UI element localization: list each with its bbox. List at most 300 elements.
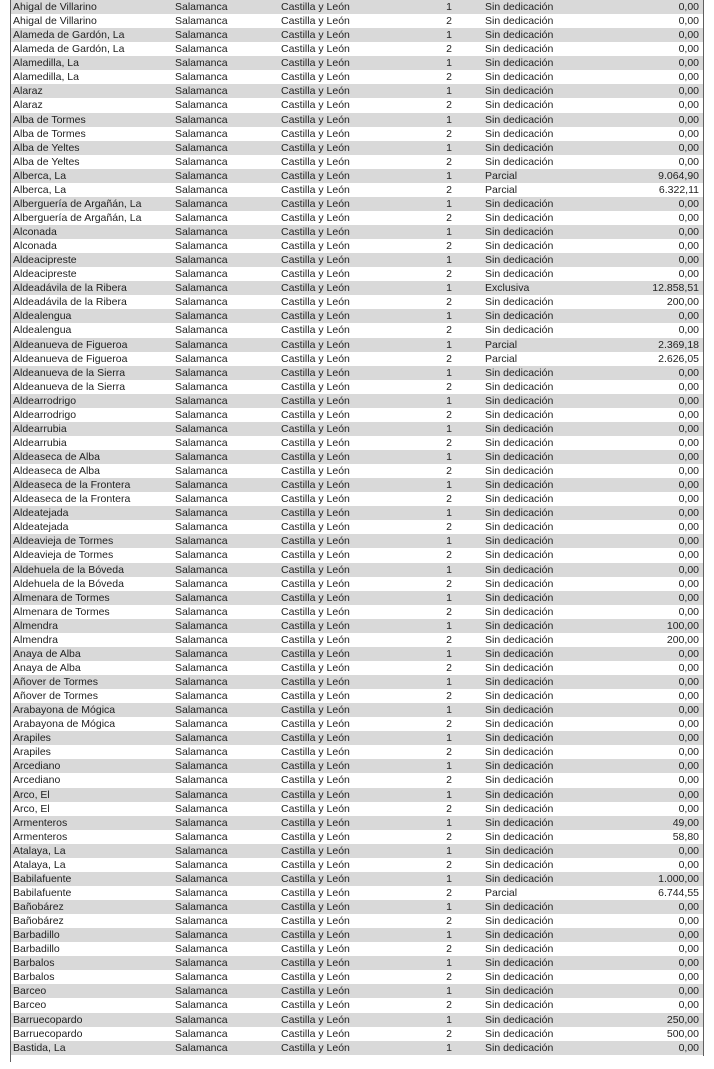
cell-province: Salamanca	[175, 549, 228, 562]
cell-municipality: Aldehuela de la Bóveda	[13, 577, 124, 590]
cell-amount: 0,00	[678, 802, 699, 815]
cell-amount: 500,00	[666, 1027, 699, 1040]
cell-region: Castilla y León	[281, 338, 350, 351]
cell-province: Salamanca	[175, 633, 228, 646]
cell-province: Salamanca	[175, 183, 228, 196]
cell-region: Castilla y León	[281, 310, 350, 323]
table-row	[11, 844, 703, 858]
table-row	[11, 577, 703, 591]
cell-region: Castilla y León	[281, 451, 350, 464]
cell-municipality: Aldeatejada	[13, 521, 69, 534]
cell-entry-number: 2	[446, 886, 452, 899]
cell-municipality: Anaya de Alba	[13, 647, 81, 660]
cell-dedication: Sin dedicación	[485, 1041, 554, 1054]
cell-municipality: Aldeaseca de la Frontera	[13, 479, 131, 492]
cell-dedication: Sin dedicación	[485, 296, 554, 309]
cell-municipality: Barceo	[13, 985, 47, 998]
cell-amount: 0,00	[678, 985, 699, 998]
cell-province: Salamanca	[175, 197, 228, 210]
cell-entry-number: 1	[446, 338, 452, 351]
cell-region: Castilla y León	[281, 15, 350, 28]
cell-province: Salamanca	[175, 352, 228, 365]
cell-dedication: Exclusiva	[485, 282, 530, 295]
cell-region: Castilla y León	[281, 774, 350, 787]
cell-dedication: Sin dedicación	[485, 802, 554, 815]
cell-amount: 0,00	[678, 760, 699, 773]
cell-entry-number: 1	[446, 676, 452, 689]
cell-entry-number: 1	[446, 422, 452, 435]
cell-dedication: Sin dedicación	[485, 1, 554, 14]
cell-dedication: Sin dedicación	[485, 141, 554, 154]
cell-municipality: Barruecopardo	[13, 1013, 83, 1026]
cell-region: Castilla y León	[281, 676, 350, 689]
cell-region: Castilla y León	[281, 408, 350, 421]
table-row	[11, 520, 703, 534]
cell-entry-number: 2	[446, 493, 452, 506]
cell-province: Salamanca	[175, 746, 228, 759]
cell-municipality: Almenara de Tormes	[13, 591, 110, 604]
cell-region: Castilla y León	[281, 844, 350, 857]
table-row	[11, 998, 703, 1012]
cell-region: Castilla y León	[281, 830, 350, 843]
table-row	[11, 408, 703, 422]
cell-dedication: Sin dedicación	[485, 901, 554, 914]
cell-dedication: Sin dedicación	[485, 15, 554, 28]
cell-entry-number: 1	[446, 282, 452, 295]
cell-region: Castilla y León	[281, 999, 350, 1012]
cell-province: Salamanca	[175, 465, 228, 478]
cell-municipality: Alba de Yeltes	[13, 141, 80, 154]
cell-amount: 0,00	[678, 113, 699, 126]
table-row	[11, 267, 703, 281]
report-table	[11, 0, 703, 1055]
table-row	[11, 745, 703, 759]
cell-region: Castilla y León	[281, 282, 350, 295]
cell-municipality: Aldearrubia	[13, 422, 67, 435]
cell-entry-number: 1	[446, 760, 452, 773]
cell-dedication: Sin dedicación	[485, 985, 554, 998]
cell-municipality: Arabayona de Mógica	[13, 704, 116, 717]
cell-municipality: Alconada	[13, 240, 57, 253]
cell-amount: 12.858,51	[652, 282, 699, 295]
table-row	[11, 534, 703, 548]
cell-municipality: Añover de Tormes	[13, 690, 99, 703]
cell-entry-number: 1	[446, 563, 452, 576]
cell-dedication: Sin dedicación	[485, 704, 554, 717]
cell-municipality: Alberguería de Argañán, La	[13, 211, 142, 224]
cell-amount: 2.369,18	[658, 338, 699, 351]
cell-entry-number: 1	[446, 310, 452, 323]
cell-region: Castilla y León	[281, 99, 350, 112]
cell-amount: 200,00	[666, 296, 699, 309]
table-row	[11, 478, 703, 492]
table-row	[11, 295, 703, 309]
cell-province: Salamanca	[175, 296, 228, 309]
cell-province: Salamanca	[175, 802, 228, 815]
cell-municipality: Almendra	[13, 619, 58, 632]
cell-dedication: Sin dedicación	[485, 71, 554, 84]
cell-municipality: Barbalos	[13, 957, 55, 970]
cell-region: Castilla y León	[281, 647, 350, 660]
cell-entry-number: 2	[446, 240, 452, 253]
cell-region: Castilla y León	[281, 57, 350, 70]
cell-entry-number: 2	[446, 774, 452, 787]
cell-province: Salamanca	[175, 816, 228, 829]
cell-province: Salamanca	[175, 15, 228, 28]
cell-entry-number: 1	[446, 929, 452, 942]
cell-municipality: Aldeacipreste	[13, 268, 77, 281]
cell-municipality: Aldealengua	[13, 310, 72, 323]
cell-province: Salamanca	[175, 338, 228, 351]
cell-region: Castilla y León	[281, 886, 350, 899]
cell-municipality: Aldeavieja de Tormes	[13, 549, 114, 562]
cell-entry-number: 2	[446, 1027, 452, 1040]
cell-province: Salamanca	[175, 141, 228, 154]
cell-dedication: Sin dedicación	[485, 436, 554, 449]
cell-entry-number: 2	[446, 802, 452, 815]
cell-region: Castilla y León	[281, 197, 350, 210]
cell-municipality: Alaraz	[13, 99, 43, 112]
cell-entry-number: 2	[446, 155, 452, 168]
cell-region: Castilla y León	[281, 619, 350, 632]
table-row	[11, 563, 703, 577]
table-row	[11, 323, 703, 337]
cell-province: Salamanca	[175, 43, 228, 56]
cell-amount: 49,00	[672, 816, 699, 829]
cell-region: Castilla y León	[281, 591, 350, 604]
cell-entry-number: 2	[446, 746, 452, 759]
table-row	[11, 1041, 703, 1055]
cell-dedication: Sin dedicación	[485, 563, 554, 576]
table-row	[11, 661, 703, 675]
table-row	[11, 84, 703, 98]
cell-dedication: Sin dedicación	[485, 268, 554, 281]
cell-province: Salamanca	[175, 957, 228, 970]
table-row	[11, 759, 703, 773]
cell-amount: 0,00	[678, 99, 699, 112]
cell-municipality: Arco, El	[13, 788, 50, 801]
cell-municipality: Barbadillo	[13, 943, 60, 956]
cell-municipality: Aldearrodrigo	[13, 408, 77, 421]
cell-amount: 0,00	[678, 422, 699, 435]
cell-dedication: Sin dedicación	[485, 633, 554, 646]
cell-dedication: Sin dedicación	[485, 324, 554, 337]
table-row	[11, 788, 703, 802]
cell-dedication: Sin dedicación	[485, 816, 554, 829]
cell-entry-number: 1	[446, 169, 452, 182]
cell-province: Salamanca	[175, 254, 228, 267]
cell-entry-number: 1	[446, 113, 452, 126]
cell-region: Castilla y León	[281, 816, 350, 829]
cell-dedication: Sin dedicación	[485, 1013, 554, 1026]
cell-dedication: Sin dedicación	[485, 155, 554, 168]
cell-region: Castilla y León	[281, 394, 350, 407]
cell-province: Salamanca	[175, 760, 228, 773]
cell-entry-number: 2	[446, 380, 452, 393]
cell-municipality: Alba de Tormes	[13, 113, 86, 126]
cell-entry-number: 2	[446, 268, 452, 281]
table-row	[11, 211, 703, 225]
cell-entry-number: 2	[446, 436, 452, 449]
cell-region: Castilla y León	[281, 535, 350, 548]
cell-entry-number: 1	[446, 901, 452, 914]
cell-amount: 0,00	[678, 971, 699, 984]
cell-municipality: Aldeanueva de Figueroa	[13, 352, 128, 365]
cell-dedication: Sin dedicación	[485, 493, 554, 506]
cell-amount: 0,00	[678, 563, 699, 576]
cell-region: Castilla y León	[281, 915, 350, 928]
table-row	[11, 197, 703, 211]
cell-entry-number: 2	[446, 718, 452, 731]
cell-dedication: Parcial	[485, 169, 518, 182]
cell-amount: 0,00	[678, 197, 699, 210]
cell-province: Salamanca	[175, 408, 228, 421]
cell-amount: 0,00	[678, 605, 699, 618]
cell-municipality: Ahigal de Villarino	[13, 15, 97, 28]
table-row	[11, 380, 703, 394]
cell-amount: 0,00	[678, 591, 699, 604]
table-row	[11, 0, 703, 14]
cell-entry-number: 1	[446, 1, 452, 14]
cell-entry-number: 1	[446, 704, 452, 717]
table-right-border	[703, 0, 704, 1056]
cell-entry-number: 1	[446, 844, 452, 857]
cell-entry-number: 2	[446, 211, 452, 224]
table-row	[11, 98, 703, 112]
cell-entry-number: 2	[446, 127, 452, 140]
cell-province: Salamanca	[175, 844, 228, 857]
cell-entry-number: 2	[446, 971, 452, 984]
cell-entry-number: 2	[446, 352, 452, 365]
cell-region: Castilla y León	[281, 605, 350, 618]
cell-municipality: Alameda de Gardón, La	[13, 43, 125, 56]
cell-dedication: Parcial	[485, 886, 518, 899]
cell-amount: 0,00	[678, 155, 699, 168]
cell-province: Salamanca	[175, 394, 228, 407]
cell-region: Castilla y León	[281, 943, 350, 956]
table-row	[11, 28, 703, 42]
cell-amount: 0,00	[678, 240, 699, 253]
cell-region: Castilla y León	[281, 240, 350, 253]
cell-entry-number: 2	[446, 690, 452, 703]
cell-dedication: Sin dedicación	[485, 43, 554, 56]
table-row	[11, 436, 703, 450]
cell-dedication: Sin dedicación	[485, 591, 554, 604]
cell-province: Salamanca	[175, 901, 228, 914]
cell-province: Salamanca	[175, 85, 228, 98]
cell-entry-number: 1	[446, 366, 452, 379]
cell-municipality: Aldeavieja de Tormes	[13, 535, 114, 548]
cell-municipality: Armenteros	[13, 816, 68, 829]
cell-amount: 0,00	[678, 676, 699, 689]
cell-dedication: Sin dedicación	[485, 844, 554, 857]
table-row	[11, 366, 703, 380]
cell-region: Castilla y León	[281, 1027, 350, 1040]
cell-province: Salamanca	[175, 71, 228, 84]
cell-province: Salamanca	[175, 1013, 228, 1026]
cell-dedication: Sin dedicación	[485, 605, 554, 618]
cell-entry-number: 2	[446, 183, 452, 196]
cell-municipality: Bastida, La	[13, 1041, 66, 1054]
cell-region: Castilla y León	[281, 1, 350, 14]
cell-dedication: Sin dedicación	[485, 732, 554, 745]
cell-amount: 0,00	[678, 844, 699, 857]
cell-entry-number: 2	[446, 43, 452, 56]
cell-entry-number: 1	[446, 816, 452, 829]
cell-municipality: Arcediano	[13, 760, 61, 773]
cell-region: Castilla y León	[281, 521, 350, 534]
cell-amount: 0,00	[678, 690, 699, 703]
cell-region: Castilla y León	[281, 211, 350, 224]
cell-dedication: Sin dedicación	[485, 380, 554, 393]
cell-entry-number: 1	[446, 479, 452, 492]
cell-dedication: Sin dedicación	[485, 85, 554, 98]
cell-municipality: Barceo	[13, 999, 47, 1012]
cell-region: Castilla y León	[281, 549, 350, 562]
table-row	[11, 970, 703, 984]
cell-amount: 6.322,11	[658, 183, 699, 196]
cell-region: Castilla y León	[281, 296, 350, 309]
cell-province: Salamanca	[175, 605, 228, 618]
table-row	[11, 591, 703, 605]
cell-dedication: Sin dedicación	[485, 479, 554, 492]
cell-region: Castilla y León	[281, 465, 350, 478]
cell-province: Salamanca	[175, 436, 228, 449]
cell-dedication: Sin dedicación	[485, 422, 554, 435]
table-row	[11, 802, 703, 816]
cell-entry-number: 1	[446, 57, 452, 70]
cell-municipality: Bañobárez	[13, 915, 64, 928]
cell-province: Salamanca	[175, 577, 228, 590]
cell-amount: 0,00	[678, 549, 699, 562]
cell-dedication: Sin dedicación	[485, 915, 554, 928]
cell-province: Salamanca	[175, 535, 228, 548]
cell-province: Salamanca	[175, 99, 228, 112]
cell-amount: 0,00	[678, 324, 699, 337]
cell-region: Castilla y León	[281, 929, 350, 942]
cell-dedication: Sin dedicación	[485, 943, 554, 956]
table-row	[11, 155, 703, 169]
cell-province: Salamanca	[175, 563, 228, 576]
cell-entry-number: 2	[446, 577, 452, 590]
cell-amount: 0,00	[678, 943, 699, 956]
table-row	[11, 281, 703, 295]
cell-municipality: Barruecopardo	[13, 1027, 83, 1040]
table-row	[11, 394, 703, 408]
cell-amount: 0,00	[678, 577, 699, 590]
table-row	[11, 928, 703, 942]
cell-region: Castilla y León	[281, 633, 350, 646]
cell-province: Salamanca	[175, 169, 228, 182]
cell-province: Salamanca	[175, 999, 228, 1012]
cell-dedication: Sin dedicación	[485, 310, 554, 323]
cell-amount: 0,00	[678, 366, 699, 379]
cell-municipality: Aldeanueva de la Sierra	[13, 380, 126, 393]
cell-entry-number: 1	[446, 226, 452, 239]
cell-region: Castilla y León	[281, 43, 350, 56]
cell-municipality: Aldeadávila de la Ribera	[13, 296, 127, 309]
cell-dedication: Sin dedicación	[485, 226, 554, 239]
cell-province: Salamanca	[175, 226, 228, 239]
table-row	[11, 113, 703, 127]
table-row	[11, 984, 703, 998]
cell-municipality: Alba de Tormes	[13, 127, 86, 140]
cell-municipality: Aldearrubia	[13, 436, 67, 449]
cell-dedication: Sin dedicación	[485, 254, 554, 267]
table-row	[11, 773, 703, 787]
cell-region: Castilla y León	[281, 380, 350, 393]
table-row	[11, 352, 703, 366]
cell-region: Castilla y León	[281, 169, 350, 182]
table-row	[11, 605, 703, 619]
cell-amount: 0,00	[678, 929, 699, 942]
cell-entry-number: 2	[446, 915, 452, 928]
table-row	[11, 464, 703, 478]
cell-dedication: Sin dedicación	[485, 858, 554, 871]
cell-municipality: Aldeadávila de la Ribera	[13, 282, 127, 295]
cell-province: Salamanca	[175, 676, 228, 689]
cell-municipality: Aldearrodrigo	[13, 394, 77, 407]
cell-amount: 0,00	[678, 254, 699, 267]
cell-dedication: Sin dedicación	[485, 746, 554, 759]
table-row	[11, 942, 703, 956]
cell-dedication: Parcial	[485, 352, 518, 365]
table-row	[11, 675, 703, 689]
cell-region: Castilla y León	[281, 1041, 350, 1054]
cell-region: Castilla y León	[281, 183, 350, 196]
cell-amount: 0,00	[678, 507, 699, 520]
table-row	[11, 70, 703, 84]
cell-amount: 0,00	[678, 451, 699, 464]
cell-region: Castilla y León	[281, 872, 350, 885]
cell-province: Salamanca	[175, 718, 228, 731]
cell-province: Salamanca	[175, 985, 228, 998]
cell-region: Castilla y León	[281, 858, 350, 871]
cell-dedication: Sin dedicación	[485, 240, 554, 253]
cell-province: Salamanca	[175, 619, 228, 632]
cell-municipality: Aldeaseca de Alba	[13, 451, 100, 464]
cell-amount: 0,00	[678, 535, 699, 548]
cell-dedication: Sin dedicación	[485, 774, 554, 787]
cell-province: Salamanca	[175, 451, 228, 464]
cell-municipality: Atalaya, La	[13, 844, 66, 857]
cell-province: Salamanca	[175, 929, 228, 942]
cell-region: Castilla y León	[281, 29, 350, 42]
table-row	[11, 183, 703, 197]
cell-amount: 0,00	[678, 661, 699, 674]
table-row	[11, 14, 703, 28]
cell-entry-number: 1	[446, 619, 452, 632]
cell-dedication: Sin dedicación	[485, 394, 554, 407]
cell-municipality: Alberca, La	[13, 183, 67, 196]
cell-amount: 0,00	[678, 999, 699, 1012]
cell-municipality: Barbalos	[13, 971, 55, 984]
cell-region: Castilla y León	[281, 479, 350, 492]
table-row	[11, 633, 703, 647]
cell-amount: 58,80	[672, 830, 699, 843]
cell-municipality: Alamedilla, La	[13, 71, 79, 84]
cell-entry-number: 2	[446, 521, 452, 534]
cell-dedication: Sin dedicación	[485, 718, 554, 731]
cell-region: Castilla y León	[281, 254, 350, 267]
cell-entry-number: 1	[446, 451, 452, 464]
cell-entry-number: 2	[446, 324, 452, 337]
cell-province: Salamanca	[175, 690, 228, 703]
cell-province: Salamanca	[175, 858, 228, 871]
cell-province: Salamanca	[175, 647, 228, 660]
table-row	[11, 253, 703, 267]
cell-province: Salamanca	[175, 366, 228, 379]
